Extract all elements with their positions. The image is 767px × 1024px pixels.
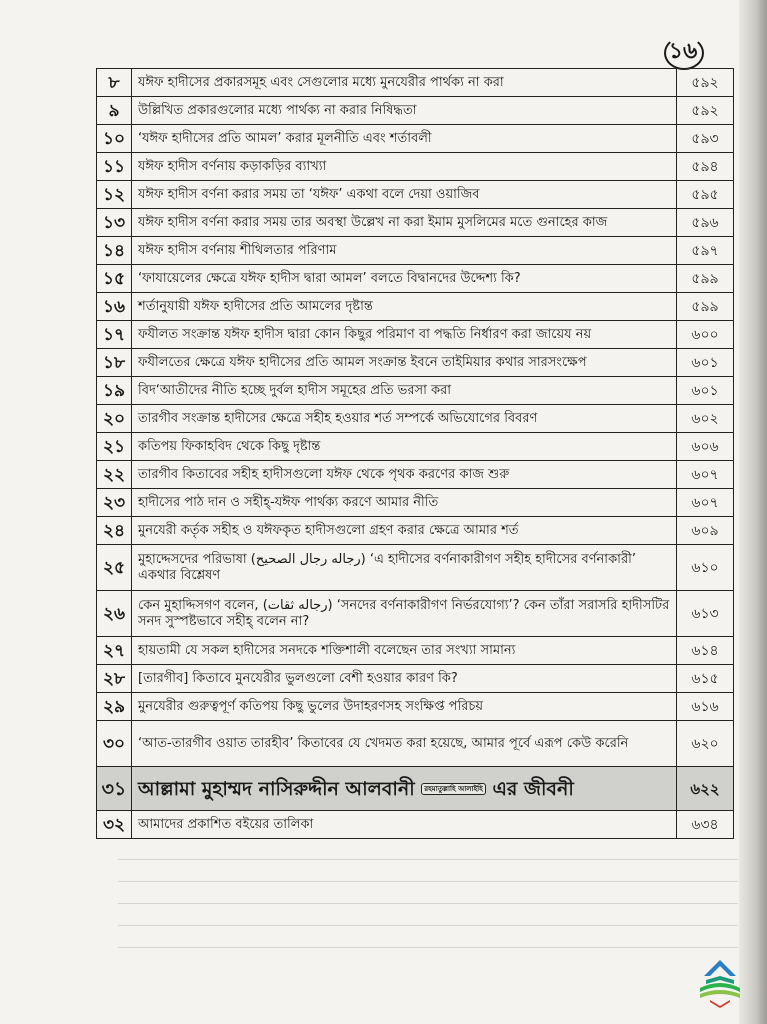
table-row [97,591,734,637]
table-row [97,721,734,767]
row-title: ফযীলত সংক্রান্ত যঈফ হাদীস দ্বারা কোন কিছুর পরিমাণ বা পদ্ধতি নির্ধারণ করা জায়েয নয় [132,321,677,349]
row-title: যঈফ হাদীস বর্ণনায় শীথিলতার পরিণাম [132,237,677,265]
row-page-number: ৬০০ [677,321,734,349]
row-number: ২৬ [97,591,132,637]
row-number: ১৭ [97,321,132,349]
row-page-number: ৬১৩ [677,591,734,637]
row-title: মুনযেরীর গুরুত্বপূর্ণ কতিপয় কিছু ভুলের উদাহরণসহ সংক্ষিপ্ত পরিচয় [132,693,677,721]
table-row [97,461,734,489]
row-page-number: ৬২২ [677,767,734,811]
table-row [97,637,734,665]
row-title: আমাদের প্রকাশিত বইয়ের তালিকা [132,811,677,839]
row-page-number: ৬০৬ [677,433,734,461]
table-row [97,265,734,293]
row-number: ২৩ [97,489,132,517]
table-row [97,811,734,839]
row-title: হায়তামী যে সকল হাদীসের সনদকে শক্তিশালী বলেছেন তার সংখ্যা সামান্য [132,637,677,665]
row-number: ৩১ [97,767,132,811]
table-row [97,489,734,517]
row-page-number: ৬১০ [677,545,734,591]
table-row [97,293,734,321]
row-title: যঈফ হাদীস বর্ণনা করার সময় তার অবস্থা উল্লেখ না করা ইমাম মুসলিমের মতে গুনাহের কাজ [132,209,677,237]
row-number: ২২ [97,461,132,489]
row-number: ২০ [97,405,132,433]
table-row [97,349,734,377]
row-number: ২৫ [97,545,132,591]
row-page-number: ৫৯৩ [677,125,734,153]
row-title: মুহাদ্দেসদের পরিভাষা (رجاله رجال الصحيح) ‘এ হাদীসের বর্ণনাকারীগণ সহীহ হাদীসের বর্ণনাকারী’ একথার বিশ্লেষণ [132,545,677,591]
table-row [97,181,734,209]
row-title: উল্লিখিত প্রকারগুলোর মধ্যে পার্থক্য না করার নিষিদ্ধতা [132,97,677,125]
row-number: ১০ [97,125,132,153]
table-row [97,433,734,461]
row-number: ২৪ [97,517,132,545]
table-row [97,153,734,181]
row-number: ১৮ [97,349,132,377]
table-row [97,693,734,721]
row-page-number: ৬৩৪ [677,811,734,839]
row-title: তারগীব কিতাবের সহীহ হাদীসগুলো যঈফ থেকে পৃথক করণের কাজ শুরু [132,461,677,489]
row-title: যঈফ হাদীসের প্রকারসমূহ এবং সেগুলোর মধ্যে মুনযেরীর পার্থক্য না করা [132,69,677,97]
row-title: যঈফ হাদীস বর্ণনা করার সময় তা ‘যঈফ’ একথা বলে দেয়া ওয়াজিব [132,181,677,209]
table-of-contents [96,68,734,839]
honorific-badge: রহমাতুল্লাহি আলাইহি [421,783,486,795]
row-page-number: ৬১৬ [677,693,734,721]
row-title: ‘যঈফ হাদীসের প্রতি আমল’ করার মূলনীতি এবং শর্তাবলী [132,125,677,153]
row-title [132,767,677,811]
table-row [97,405,734,433]
row-page-number: ৫৯২ [677,69,734,97]
table-row [97,97,734,125]
row-title: শর্তানুযায়ী যঈফ হাদীসের প্রতি আমলের দৃষ্টান্ত [132,293,677,321]
table-row [97,545,734,591]
row-title: ‘ফাযায়েলের ক্ষেত্রে যঈফ হাদীস দ্বারা আমল’ বলতে বিদ্বানদের উদ্দেশ্য কি? [132,265,677,293]
row-number: ৩২ [97,811,132,839]
row-page-number: ৬০১ [677,377,734,405]
row-number: ১১ [97,153,132,181]
row-page-number: ৫৯৭ [677,237,734,265]
table-row [97,377,734,405]
row-page-number: ৬০৭ [677,461,734,489]
row-number: ৯ [97,97,132,125]
row-number: ১২ [97,181,132,209]
row-number: ২৯ [97,693,132,721]
row-number: ২৭ [97,637,132,665]
row-title: তারগীব সংক্রান্ত হাদীসের ক্ষেত্রে সহীহ হওয়ার শর্ত সম্পর্কে অভিযোগের বিবরণ [132,405,677,433]
row-title: ফযীলতের ক্ষেত্রে যঈফ হাদীসের প্রতি আমল সংক্রান্ত ইবনে তাইমিয়ার কথার সারসংক্ষেপ [132,349,677,377]
row-title: কতিপয় ফিকাহবিদ থেকে কিছু দৃষ্টান্ত [132,433,677,461]
row-number: ১৩ [97,209,132,237]
row-page-number: ৫৯৯ [677,293,734,321]
row-title: ‘আত-তারগীব ওয়াত তারহীব’ কিতাবের যে খেদমত করা হয়েছে, আমার পূর্বে এরূপ কেউ করেনি [132,721,677,767]
row-page-number: ৬০৯ [677,517,734,545]
row-title: হাদীসের পাঠ দান ও সহীহ্-যঈফ পার্থক্য করণে আমার নীতি [132,489,677,517]
table-row [97,69,734,97]
row-number: ৩০ [97,721,132,767]
row-title-main: আল্লামা মুহাম্মদ নাসিরুদ্দীন আলবানী [138,777,415,800]
row-page-number: ৬০১ [677,349,734,377]
row-page-number: ৬০৭ [677,489,734,517]
row-number: ১৬ [97,293,132,321]
row-title: যঈফ হাদীস বর্ণনায় কড়াকড়ির ব্যাখ্যা [132,153,677,181]
row-page-number: ৫৯৬ [677,209,734,237]
row-title: বিদ‘আতীদের নীতি হচ্ছে দুর্বল হাদীস সমূহের প্রতি ভরসা করা [132,377,677,405]
row-number: ২১ [97,433,132,461]
row-number: ৮ [97,69,132,97]
row-page-number: ৬০২ [677,405,734,433]
row-title: মুনযেরী কর্তৃক সহীহ ও যঈফকৃত হাদীসগুলো গ্রহণ করার ক্ষেত্রে আমার শর্ত [132,517,677,545]
row-page-number: ৫৯৪ [677,153,734,181]
table-row [97,209,734,237]
row-number: ১৯ [97,377,132,405]
row-number: ১৪ [97,237,132,265]
table-row [97,665,734,693]
row-title: কেন মুহাদ্দিসগণ বলেন, (رجاله ثقات) ‘সনদের বর্ণনাকারীগণ নির্ভরযোগ্য’? কেন তাঁরা সরাসরি হাদীসটির সনদ সুস্পষ্টভাবে সহীহ্ বলেন না? [132,591,677,637]
row-page-number: ৫৯৯ [677,265,734,293]
table-row [97,125,734,153]
show-through-lines [118,838,738,948]
table-row [97,321,734,349]
page-number: ১৬ [660,38,706,66]
row-title: [তারগীব] কিতাবে মুনযেরীর ভুলগুলো বেশী হওয়ার কারণ কি? [132,665,677,693]
row-page-number: ৬১৫ [677,665,734,693]
row-page-number: ৬১৪ [677,637,734,665]
row-number: ১৫ [97,265,132,293]
row-page-number: ৬২০ [677,721,734,767]
table-row [97,767,734,811]
table-row [97,237,734,265]
row-number: ২৮ [97,665,132,693]
row-page-number: ৫৯৫ [677,181,734,209]
table-row [97,517,734,545]
page-edge [739,0,767,1024]
publisher-logo-icon [692,954,748,1010]
row-title-suffix: এর জীবনী [492,777,574,800]
row-page-number: ৫৯২ [677,97,734,125]
